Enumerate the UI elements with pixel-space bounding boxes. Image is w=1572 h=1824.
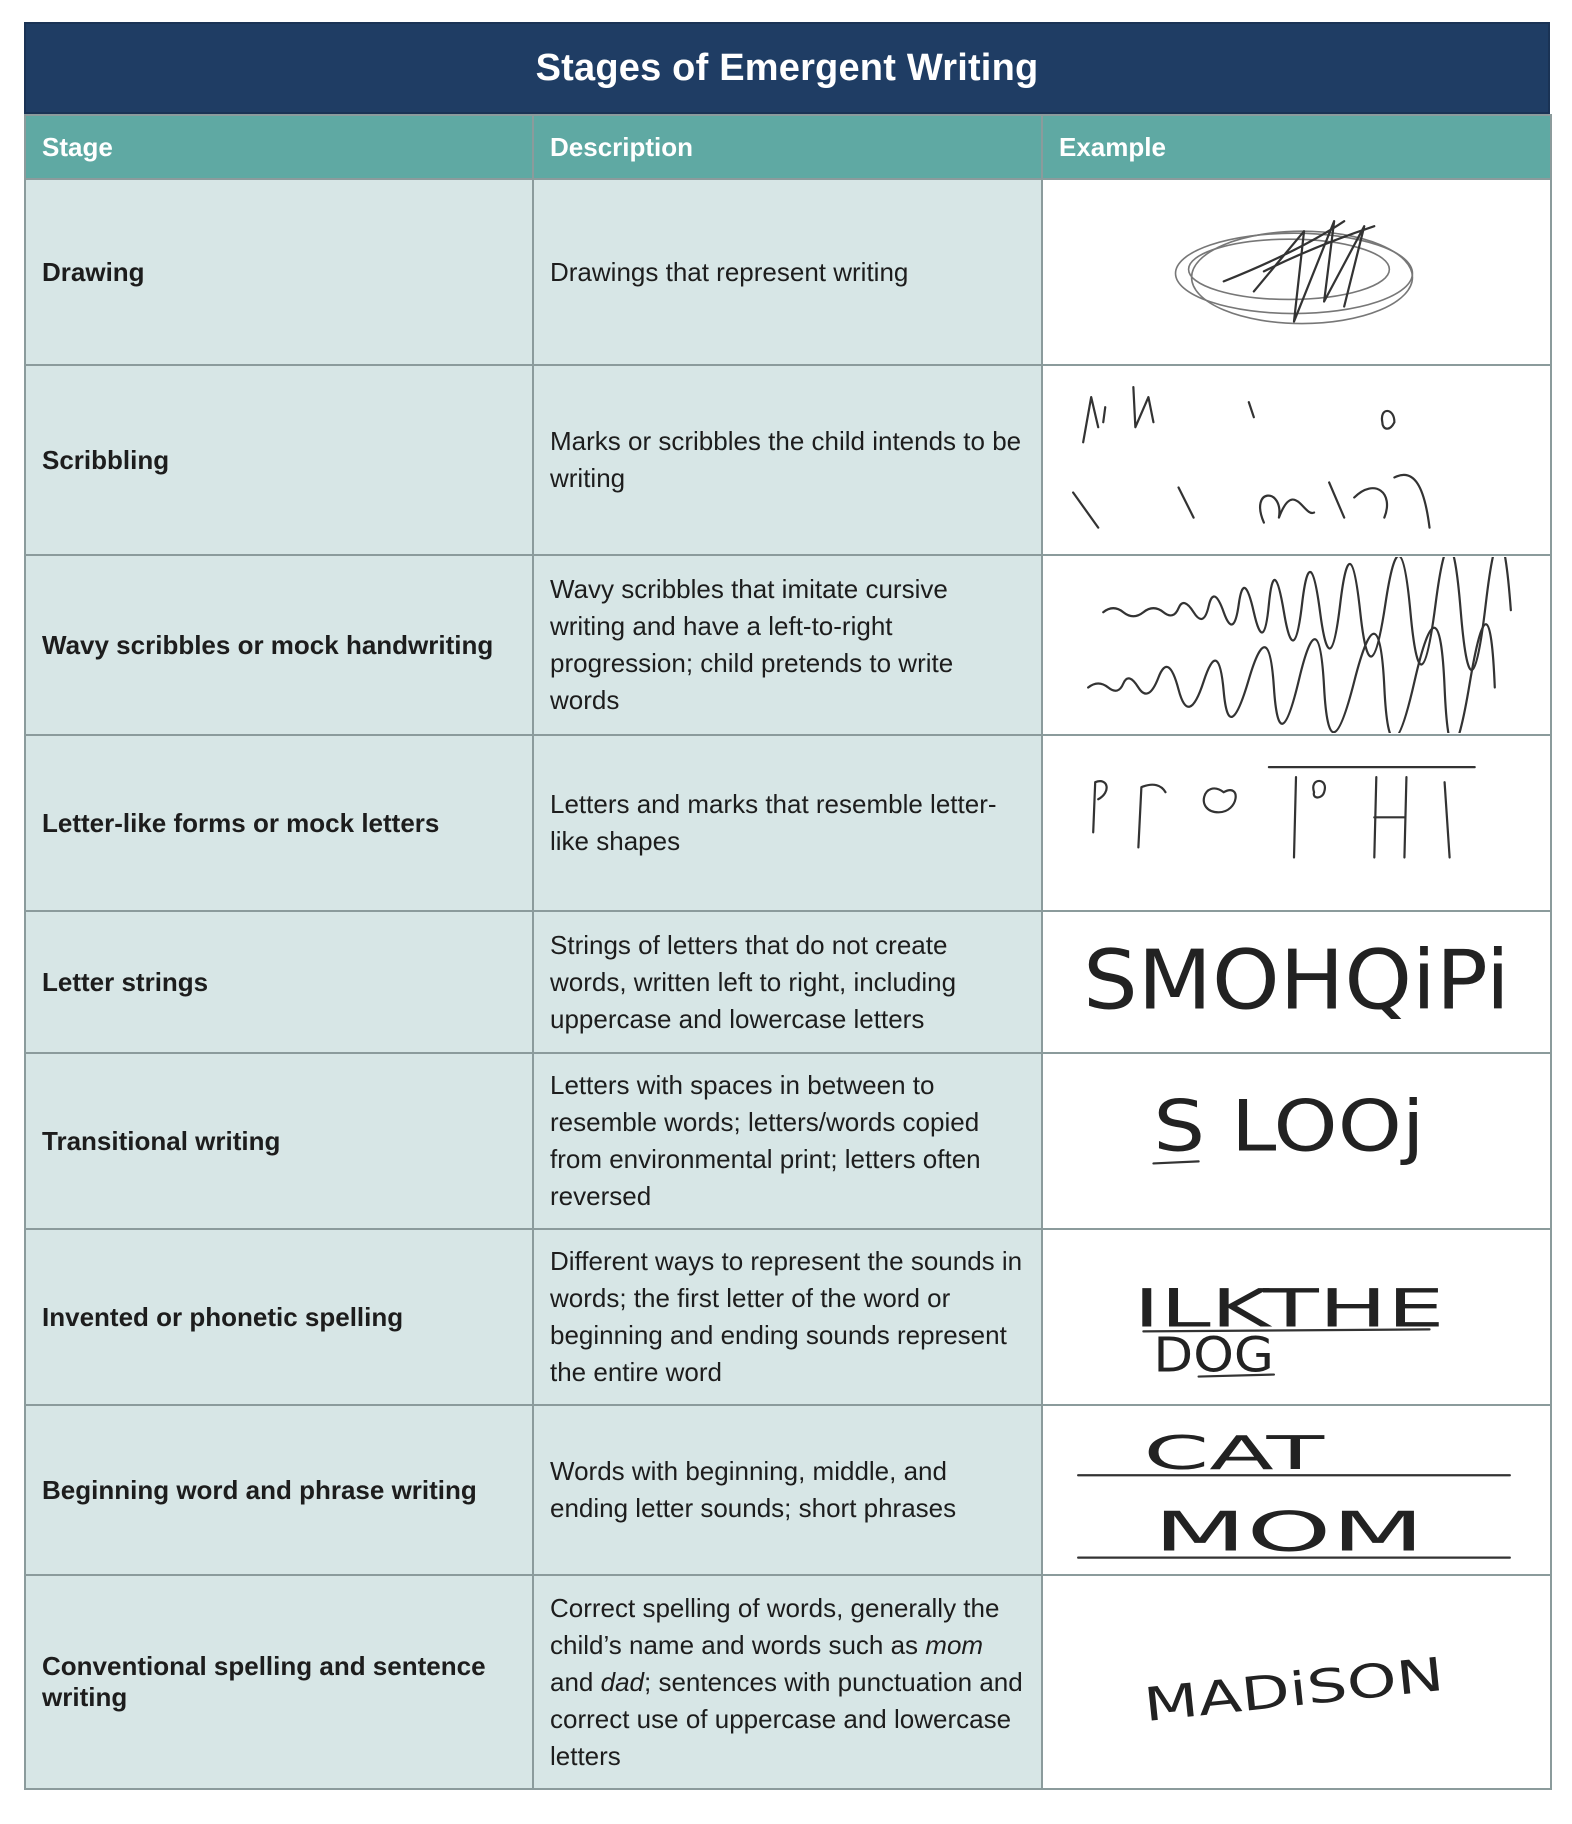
header-stage: Stage	[25, 115, 533, 179]
stage-cell: Conventional spelling and sentence writing	[25, 1575, 533, 1789]
header-description: Description	[533, 115, 1042, 179]
table-row	[25, 555, 1551, 735]
stage-cell: Beginning word and phrase writing	[25, 1405, 533, 1575]
example-cell	[1042, 911, 1551, 1053]
description-cell	[533, 1575, 1042, 1789]
words-on-lines-icon	[1043, 1407, 1550, 1574]
table-row	[25, 1575, 1551, 1789]
description-emphasis-dad: dad	[600, 1666, 644, 1697]
stage-cell: Letter-like forms or mock letters	[25, 735, 533, 911]
example-cell	[1042, 735, 1551, 911]
word-mom: MOM	[1153, 1500, 1425, 1564]
description-cell: Drawings that represent writing	[533, 179, 1042, 365]
stages-table-container	[24, 22, 1550, 1790]
table-row	[25, 365, 1551, 555]
description-cell: Different ways to represent the sounds in words; the first letter of the word or beginning and ending sounds represent the entire word	[533, 1229, 1042, 1405]
mock-letters-icon	[1043, 737, 1550, 910]
header-example: Example	[1042, 115, 1551, 179]
description-cell: Marks or scribbles the child intends to be writing	[533, 365, 1042, 555]
table-row	[25, 911, 1551, 1053]
description-cell: Words with beginning, middle, and ending letter sounds; short phrases	[533, 1405, 1042, 1575]
example-cell	[1042, 1405, 1551, 1575]
table-title: Stages of Emergent Writing	[24, 22, 1550, 114]
description-part: and	[550, 1666, 601, 1697]
stage-cell: Scribbling	[25, 365, 533, 555]
word-cat: CAT	[1143, 1425, 1326, 1480]
example-cell	[1042, 1575, 1551, 1789]
stages-table	[24, 114, 1552, 1790]
scribble-drawing-icon	[1043, 181, 1550, 364]
stage-cell: Transitional writing	[25, 1053, 533, 1229]
table-row	[25, 1405, 1551, 1575]
table-row	[25, 179, 1551, 365]
phonetic-text-line-1: ILKTHE	[1133, 1279, 1445, 1340]
transitional-text: S LOOj	[1153, 1085, 1425, 1168]
description-cell: Letters and marks that resemble letter-like shapes	[533, 735, 1042, 911]
example-cell	[1042, 179, 1551, 365]
scribble-marks-icon	[1043, 367, 1550, 554]
stage-cell: Drawing	[25, 179, 533, 365]
example-cell	[1042, 1229, 1551, 1405]
header-row	[25, 115, 1551, 179]
stage-cell: Wavy scribbles or mock handwriting	[25, 555, 533, 735]
description-cell: Wavy scribbles that imitate cursive writing and have a left-to-right progression; child pretends to write words	[533, 555, 1042, 735]
name-madison: MADiSON	[1141, 1654, 1366, 1732]
table-row	[25, 1229, 1551, 1405]
phonetic-text-line-2: DOG	[1153, 1327, 1274, 1384]
wavy-lines-icon	[1043, 557, 1550, 734]
name-writing-icon	[1043, 1577, 1550, 1788]
example-cell	[1042, 1053, 1551, 1229]
description-part: ; sentences with punctuation and correct use of uppercase and lowercase letters	[550, 1666, 1023, 1771]
phonetic-spelling-icon	[1043, 1231, 1550, 1404]
stage-cell: Invented or phonetic spelling	[25, 1229, 533, 1405]
description-cell: Letters with spaces in between to resemble words; letters/words copied from environmental print; letters often reversed	[533, 1053, 1042, 1229]
table-row	[25, 735, 1551, 911]
description-emphasis-mom: mom	[925, 1629, 984, 1660]
description-part: Correct spelling of words, generally the child’s name and words such as	[550, 1592, 1000, 1660]
stage-cell: Letter strings	[25, 911, 533, 1053]
example-cell	[1042, 365, 1551, 555]
letter-string-text: SMOHQiPi	[1083, 933, 1510, 1029]
table-row	[25, 1053, 1551, 1229]
description-cell: Strings of letters that do not create words, written left to right, including uppercase and lowercase letters	[533, 911, 1042, 1053]
transitional-letters-icon	[1043, 1055, 1550, 1228]
letter-string-icon	[1043, 913, 1550, 1052]
example-cell	[1042, 555, 1551, 735]
